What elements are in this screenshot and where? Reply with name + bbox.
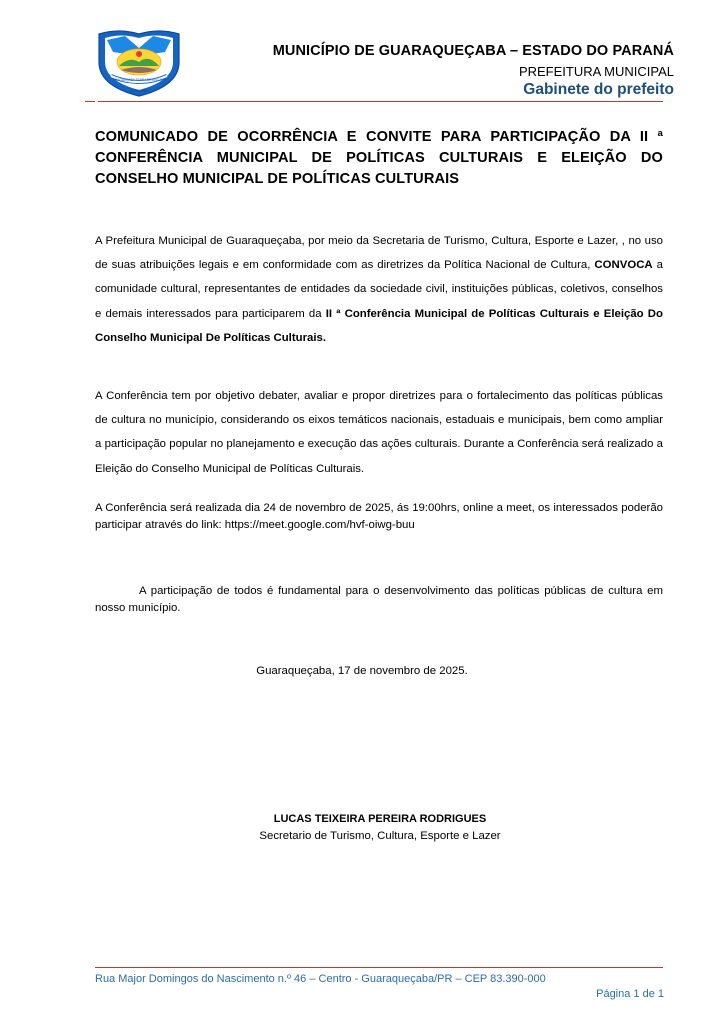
crest-date-text: 01/09/1980 — [130, 89, 148, 93]
paragraph-convocation — [95, 229, 663, 350]
paragraph-closing: A participação de todos é fundamental para o desenvolvimento das políticas públicas de cultura em nosso município. — [95, 585, 663, 614]
signatory-role: Secretario de Turismo, Cultura, Esporte e Lazer — [259, 830, 501, 842]
footer-address: Rua Major Domingos do Nascimento n.º 46 – Centro - Guaraqueçaba/PR – CEP 83.390-000 — [95, 973, 546, 985]
header-rule-dash — [85, 101, 95, 102]
crest-banner-text: GUARAQUEÇABA TERRA DE ENCANTOS — [107, 78, 171, 82]
document-date: Guaraqueçaba, 17 de novembro de 2025. — [256, 665, 468, 677]
p1-middle: a comunidade cultural, representantes de entidades da sociedade civil, instituições públicas, coletivos, conselhos e demais interessados para participarem da — [95, 259, 663, 320]
paragraph-objective: A Conferência tem por objetivo debater, avaliar e propor diretrizes para o fortalecimento das políticas públicas de cultura no município, considerando os eixos temáticos nacionais, estaduais e municipais, bem como ampliar a participação popular no planejamento e execução das ações culturais. Durante a Conferência será realizado a Eleição do Conselho Municipal de Políticas Culturais. — [95, 390, 663, 475]
header-office: PREFEITURA MUNICIPAL — [518, 64, 674, 79]
header-municipality: MUNICÍPIO DE GUARAQUEÇABA – ESTADO DO PARANÁ — [272, 43, 674, 59]
footer-rule — [95, 967, 663, 968]
paragraph-meeting-details: A Conferência será realizada dia 24 de novembro de 2025, ás 19:00hrs, online a meet, os interessados poderão participar através do link: https://meet.google.com/hvf-oiwg-buu — [95, 502, 663, 531]
header-rule — [98, 101, 663, 102]
signatory-name: LUCAS TEIXEIRA PEREIRA RODRIGUES — [273, 813, 487, 825]
document-title: COMUNICADO DE OCORRÊNCIA E CONVITE PARA PARTICIPAÇÃO DA II ª CONFERÊNCIA MUNICIPAL DE POLÍTICAS CULTURAIS E ELEIÇÃO DO CONSELHO MUNICIPAL DE POLÍTICAS CULTURAIS — [95, 129, 663, 187]
p1-event-name: II ª Conferência Municipal de Políticas Culturais e Eleição Do Conselho Municipal De Políticas Culturais. — [95, 307, 663, 344]
p1-intro: A Prefeitura Municipal de Guaraqueçaba, por meio da Secretaria de Turismo, Cultura, Esporte e Lazer, , no uso de suas atribuições legais e em conformidade com as diretrizes da Política Nacional de Cultura, — [95, 235, 663, 272]
footer-page-number: Página 1 de 1 — [596, 988, 664, 1000]
municipal-crest-logo — [95, 26, 183, 98]
header-department: Gabinete do prefeito — [523, 81, 674, 98]
p1-convoca-keyword: CONVOCA — [594, 259, 653, 272]
